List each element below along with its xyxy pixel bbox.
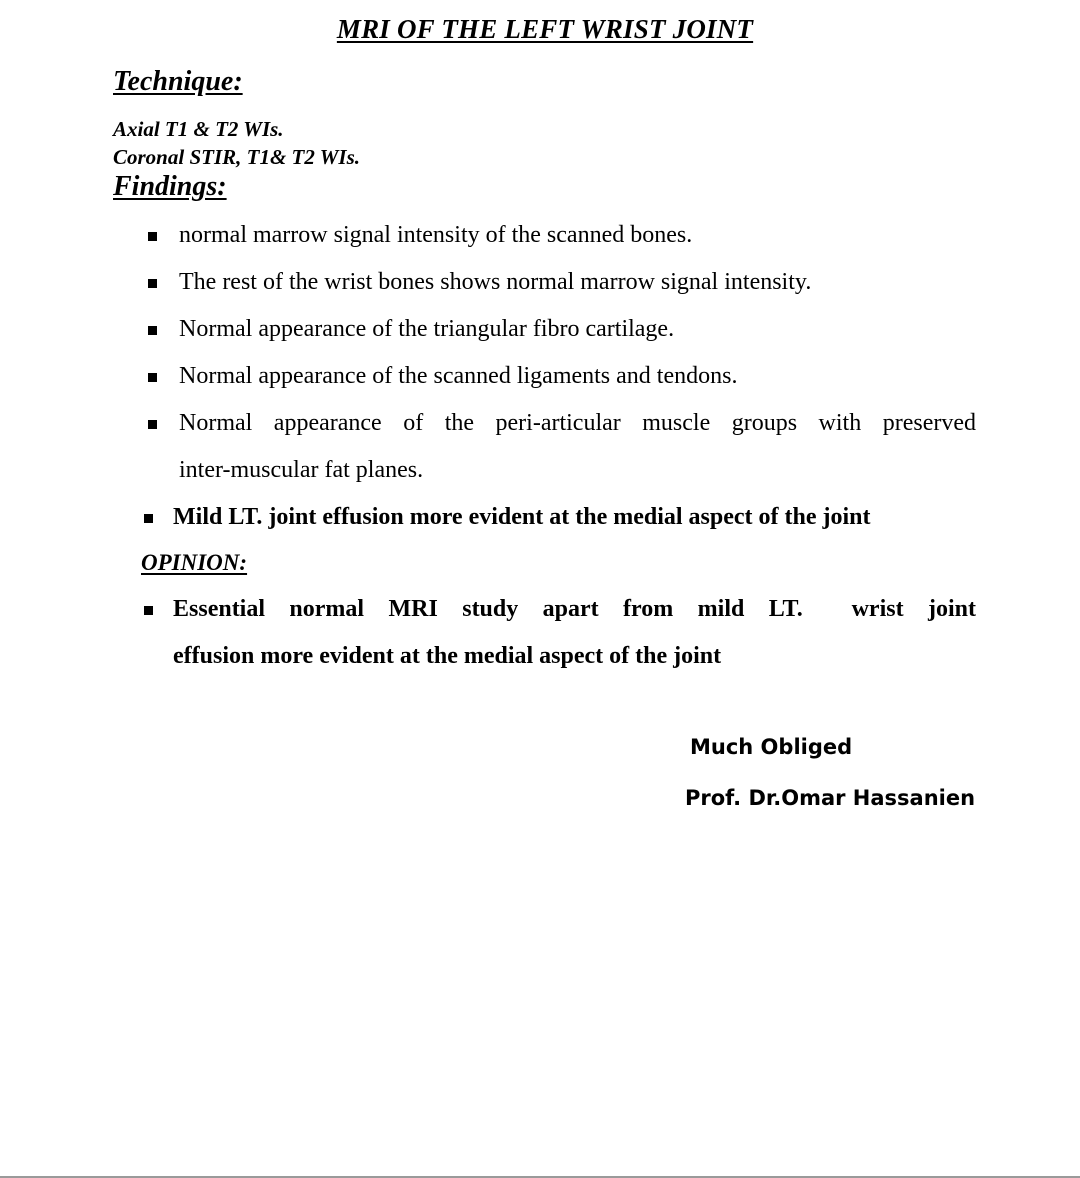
closing-salutation: Much Obliged [690, 735, 853, 759]
finding-item-line-1: Normal appearance of the peri-articular muscle groups with preserved [179, 410, 976, 436]
opinion-line-1: Essential normal MRI study apart from mild LT. wrist joint [173, 596, 976, 622]
findings-heading: Findings: [113, 171, 227, 202]
bullet-icon [148, 420, 157, 429]
bullet-icon [148, 232, 157, 241]
finding-item: Normal appearance of the triangular fibro cartilage. [179, 316, 675, 342]
technique-line: Axial T1 & T2 WIs. [113, 117, 284, 141]
bullet-icon [144, 514, 153, 523]
opinion-line-2: effusion more evident at the medial aspect of the joint [173, 643, 722, 669]
finding-item: Normal appearance of the scanned ligaments and tendons. [179, 363, 738, 389]
bullet-icon [148, 326, 157, 335]
technique-line: Coronal STIR, T1& T2 WIs. [113, 145, 361, 169]
technique-heading: Technique: [113, 66, 243, 97]
bullet-icon [144, 606, 153, 615]
finding-item-line-2: inter-muscular fat planes. [179, 457, 424, 483]
finding-item-emphasis: Mild LT. joint effusion more evident at the medial aspect of the joint [173, 504, 871, 530]
finding-item: The rest of the wrist bones shows normal marrow signal intensity. [179, 269, 812, 295]
signature-name: Prof. Dr.Omar Hassanien [685, 786, 976, 810]
report-title: MRI OF THE LEFT WRIST JOINT [336, 14, 754, 44]
bullet-icon [148, 373, 157, 382]
finding-item: normal marrow signal intensity of the scanned bones. [179, 222, 693, 248]
opinion-heading: OPINION: [141, 550, 248, 575]
bullet-icon [148, 279, 157, 288]
